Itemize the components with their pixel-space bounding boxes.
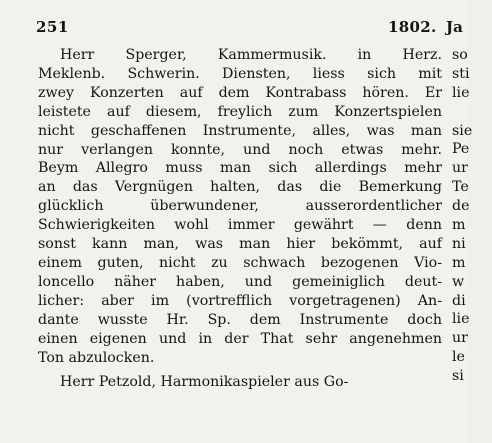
fragment: di bbox=[452, 292, 466, 309]
text-line: glücklich überwundener, ausserordentlicher bbox=[38, 198, 442, 215]
header-cut-word: Ja bbox=[446, 18, 463, 36]
fragment: ni bbox=[452, 235, 466, 252]
adjacent-page-fragments bbox=[452, 46, 492, 386]
text-line: an das Vergnügen halten, das die Bemerkung bbox=[38, 179, 442, 196]
header-year: 1802. bbox=[388, 18, 437, 36]
fragment: Pe bbox=[452, 141, 470, 158]
text-line: dante wusste Hr. Sp. dem Instrumente doch bbox=[38, 311, 442, 328]
text-line: Meklenb. Schwerin. Diensten, liess sich mit bbox=[38, 65, 442, 82]
fragment: so bbox=[452, 47, 468, 63]
text-line: Beym Allegro muss man sich allerdings mehr bbox=[38, 160, 442, 177]
text-line: Ton abzulocken. bbox=[38, 349, 155, 366]
text-line: licher: aber im (vortrefflich vorgetragenen) An- bbox=[38, 292, 442, 309]
text-line: einen eigenen und in der That sehr angenehmen bbox=[38, 330, 442, 347]
fragment: m bbox=[452, 217, 466, 234]
text-line: Herr Petzold, Harmonikaspieler aus Go- bbox=[60, 374, 349, 391]
fragment bbox=[452, 103, 492, 122]
running-header bbox=[36, 18, 467, 42]
fragment: le bbox=[452, 349, 465, 366]
text-line: nicht geschaffenen Instrumente, alles, was man bbox=[38, 122, 442, 139]
fragment: ur bbox=[452, 330, 468, 347]
text-line: Schwierigkeiten wohl immer gewährt — denn bbox=[38, 217, 442, 234]
paragraph-petzold bbox=[38, 373, 442, 392]
text-line: loncello näher haben, und gemeiniglich deut- bbox=[38, 273, 442, 290]
fragment: sti bbox=[452, 65, 470, 82]
fragment: si bbox=[452, 368, 464, 385]
text-line: nur verlangen konnte, und noch etwas mehr. bbox=[38, 141, 442, 158]
text-line: sonst kann man, was man hier bekömmt, auf bbox=[38, 236, 442, 253]
text-line: Herr Sperger, Kammermusik. in Herz. bbox=[60, 47, 442, 63]
fragment: w bbox=[452, 273, 465, 290]
fragment: lie bbox=[452, 84, 470, 101]
text-line: einem guten, nicht zu schwach bezogenen Vio- bbox=[38, 254, 442, 271]
paragraph-sperger bbox=[38, 46, 442, 367]
fragment: sie bbox=[452, 122, 473, 139]
fragment: m bbox=[452, 254, 466, 271]
page-number: 251 bbox=[36, 18, 69, 36]
main-text-column bbox=[38, 46, 442, 392]
fragment: lie bbox=[452, 311, 470, 328]
fragment: ur bbox=[452, 160, 468, 177]
text-line: leistete auf diesem, freylich zum Konzertspielen bbox=[38, 103, 442, 120]
fragment: de bbox=[452, 198, 470, 215]
text-line: zwey Konzerten auf dem Kontrabass hören. Er bbox=[38, 84, 442, 101]
fragment: Te bbox=[452, 179, 469, 196]
